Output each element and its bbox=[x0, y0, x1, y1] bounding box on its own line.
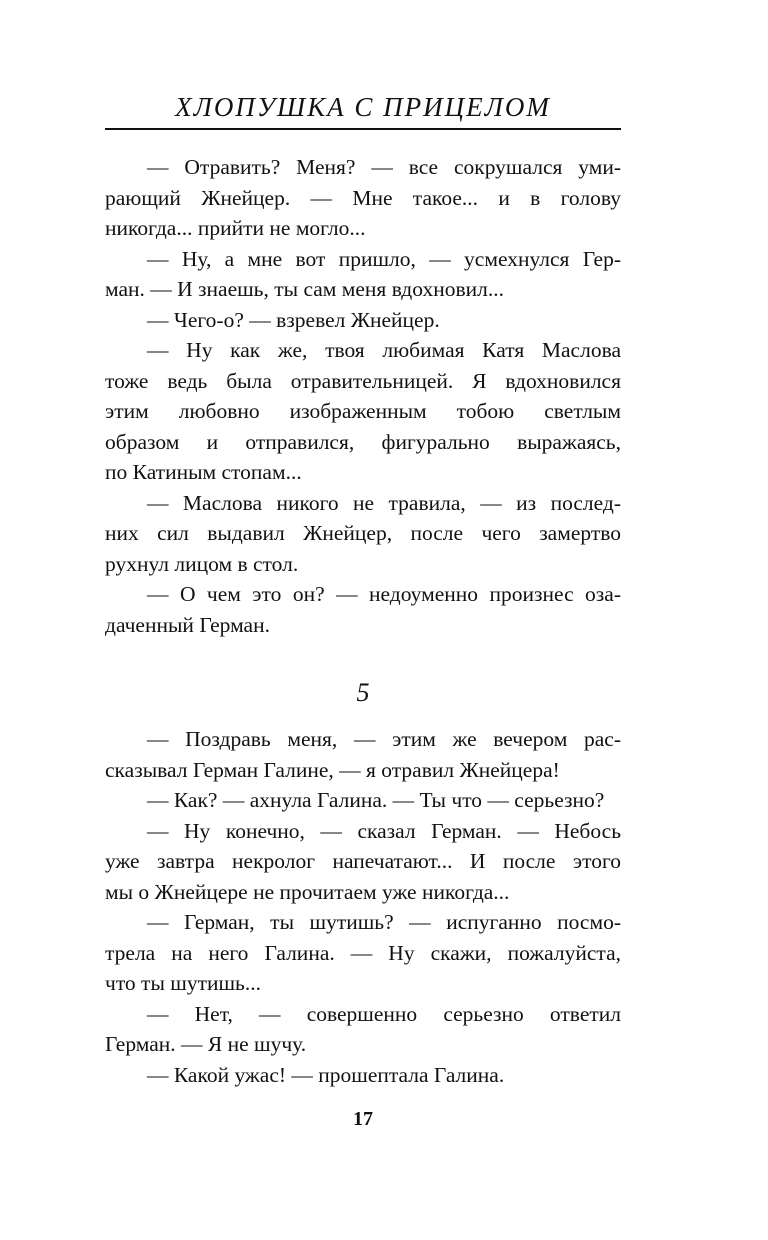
text-line: мы о Жнейцере не прочитаем уже никогда... bbox=[105, 879, 510, 904]
text-line: — Ну как же, твоя любимая Катя Маслова bbox=[147, 338, 621, 362]
text-line: — Герман, ты шутишь? — испуганно посмо- bbox=[147, 910, 621, 934]
text-line: тоже ведь была отравительницей. Я вдохновился bbox=[105, 368, 621, 393]
text-line: никогда... прийти не могло... bbox=[105, 216, 366, 240]
text-line: рухнул лицом в стол. bbox=[105, 551, 299, 576]
text-line: по Катиным стопам... bbox=[105, 460, 302, 484]
text-line: — Поздравь меня, — этим же вечером рас- bbox=[147, 727, 621, 751]
text-line: Герман. — Я не шучу. bbox=[105, 1032, 307, 1056]
text-line: этим любовно изображенным тобою светлым bbox=[105, 399, 621, 423]
text-line: — Нет, — совершенно серьезно ответил bbox=[147, 1001, 621, 1026]
text-line: сказывал Герман Галине, — я отравил Жнейцера! bbox=[105, 757, 560, 782]
text-line: — Какой ужас! — прошептала Галина. bbox=[147, 1062, 505, 1087]
text-block-after-chapter bbox=[105, 724, 621, 1090]
text-line: что ты шутишь... bbox=[105, 971, 261, 995]
text-line: ман. — И знаешь, ты сам меня вдохновил... bbox=[105, 277, 504, 301]
text-block-before-chapter bbox=[105, 152, 621, 640]
chapter-number: 5 bbox=[356, 678, 370, 707]
text-line: — О чем это он? — недоуменно произнес оза- bbox=[147, 582, 621, 606]
text-line: — Маслова никого не травила, — из послед- bbox=[147, 490, 621, 515]
text-line: — Ну, а мне вот пришло, — усмехнулся Гер- bbox=[147, 246, 621, 271]
text-line: даченный Герман. bbox=[105, 612, 270, 637]
text-line: трела на него Галина. — Ну скажи, пожалуйста, bbox=[105, 940, 621, 965]
text-line: образом и отправился, фигурально выражаясь, bbox=[105, 429, 621, 454]
running-head: ХЛОПУШКА С ПРИЦЕЛОМ bbox=[175, 92, 551, 122]
page-number: 17 bbox=[353, 1108, 373, 1130]
text-line: — Как? — ахнула Галина. — Ты что — серьезно? bbox=[147, 788, 605, 812]
text-line: них сил выдавил Жнейцер, после чего замертво bbox=[105, 521, 621, 545]
header-rule bbox=[105, 128, 621, 130]
text-line: уже завтра некролог напечатают... И после этого bbox=[105, 849, 621, 873]
text-line: — Чего-о? — взревел Жнейцер. bbox=[147, 307, 440, 332]
text-line: — Отравить? Меня? — все сокрушался уми- bbox=[147, 155, 621, 179]
text-line: — Ну конечно, — сказал Герман. — Небось bbox=[147, 818, 621, 843]
text-line: рающий Жнейцер. — Мне такое... и в голову bbox=[105, 185, 621, 210]
